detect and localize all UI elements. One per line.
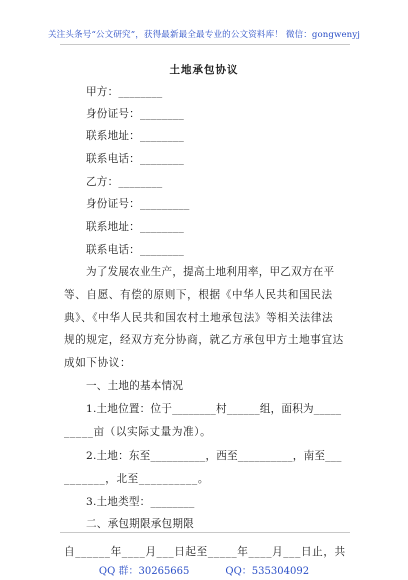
party-b-address: 联系地址：________ <box>86 221 184 233</box>
preamble-line: 等、自愿、有偿的原则下，根据《中华人民共和国民法 <box>64 289 333 301</box>
footer-qq-group: QQ 群：30265665 <box>98 566 190 577</box>
footer-contact <box>0 562 408 577</box>
land-boundary-line: 2.土地：东至__________，西至__________，南至___ <box>86 450 342 462</box>
party-a-address: 联系地址：________ <box>86 130 184 142</box>
preamble-line: 为了发展农业生产，提高土地利用率，甲乙双方在平 <box>86 266 335 278</box>
preamble-line: 典》、《中华人民共和国农村土地承包法》等相关法律法 <box>64 312 334 324</box>
land-type-line: 3.土地类型：________ <box>86 496 195 508</box>
land-location-line: _____亩（以实际丈量为准）。 <box>64 426 212 438</box>
section-1-heading: 一、土地的基本情况 <box>86 380 184 392</box>
header-divider <box>60 44 350 45</box>
party-b-id: 身份证号：_________ <box>86 198 190 210</box>
party-b-phone: 联系电话：________ <box>86 244 184 256</box>
preamble-line: 成如下协议： <box>64 357 132 369</box>
party-b-name: 乙方：________ <box>86 176 163 188</box>
term-line: 自______年____月___日起至_____年____月___日止，共 <box>64 544 354 559</box>
document-title: 土地承包协议 <box>169 64 239 76</box>
party-a-id: 身份证号：________ <box>86 108 184 120</box>
header-notice: 关注头条号“公文研究”，获得最新最全最专业的公文资料库！ 微信：gongwenyj <box>47 30 361 40</box>
section-2-heading: 二、承包期限承包期限 <box>86 518 194 530</box>
footer-divider <box>60 532 350 533</box>
party-a-phone: 联系电话：________ <box>86 153 184 165</box>
land-boundary-line: _______，北至__________。 <box>64 473 210 485</box>
footer-qq: QQ：535304092 <box>225 566 310 577</box>
preamble-line: 规的规定，经双方充分协商，就乙方承包甲方土地事宜达 <box>64 334 344 346</box>
land-location-line: 1.土地位置：位于________村______组，面积为_____ <box>86 403 342 415</box>
party-a-name: 甲方：________ <box>86 86 163 98</box>
